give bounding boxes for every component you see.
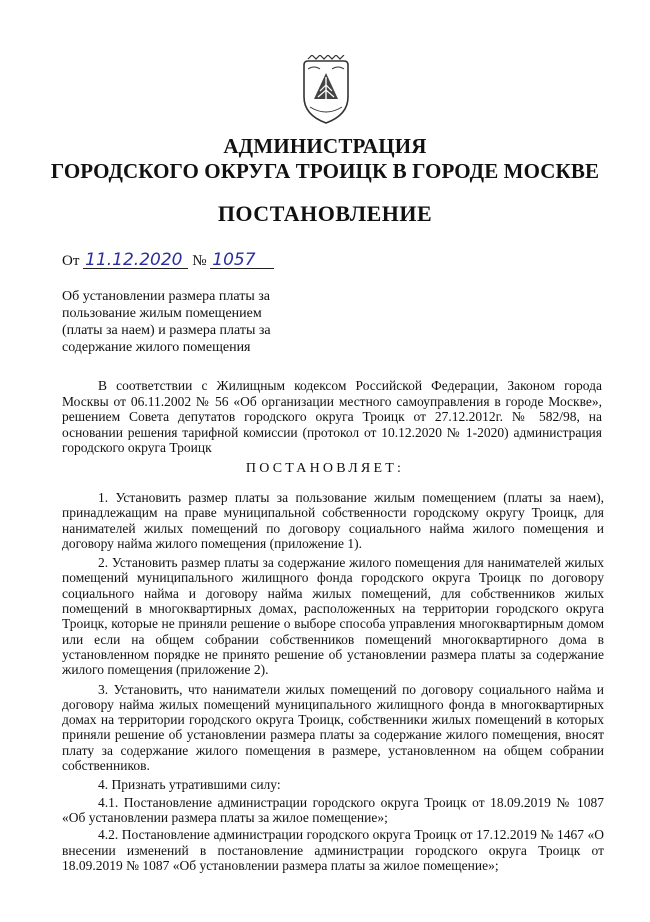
clause-2: 2. Установить размер платы за содержание жилого помещения для нанимателей жилых помещений муниципального жилищного фонда городского округа Троицк по договору социального найма и договору найма жилых помещений, для собственников жилых помещений в многоквартирных домах, расположенных на территории городского округа Троицк, которые не приняли решение о выборе способа управления многоквартирным домом или если на общем собрании собственников помещений многоквартирного дома в установленном порядке не принято решение об установлении размера платы за содержание жилого помещения (приложение 2). xyxy=(62,555,604,678)
clause-4: 4. Признать утратившими силу: xyxy=(98,777,281,793)
resolves-heading: ПОСТАНОВЛЯЕТ: xyxy=(245,461,405,476)
organization-title-line2: ГОРОДСКОГО ОКРУГА ТРОИЦК В ГОРОДЕ МОСКВЕ xyxy=(50,159,600,183)
number-label: № xyxy=(192,253,207,269)
document-type-title: ПОСТАНОВЛЕНИЕ xyxy=(217,201,433,226)
document-subject: Об установлении размера платы за пользование жилым помещением (платы за наем) и размера платы за содержание жилого помещения xyxy=(62,289,271,355)
handwritten-number: 1057 xyxy=(210,252,274,269)
document-body xyxy=(62,490,604,877)
clause-3: 3. Установить, что наниматели жилых помещений по договору социального найма и договору найма жилых помещений муниципального жилищного фонда в многоквартирных домах на территории городского округа Троицк, собственники жилых помещений в которых приняли решение об установлении размера платы за содержание жилого помещения, вносят плату за содержание жилого помещения в размере, установленном на общем собрании собственников. xyxy=(62,681,604,774)
coat-of-arms-icon xyxy=(298,55,354,127)
preamble-paragraph: В соответствии с Жилищным кодексом Российской Федерации, Законом города Москвы от 06.11.2002 № 56 «Об организации местного самоуправления в городе Москве», решением Совета депутатов городского округа Троицк от 27.12.2012г. № 582/98, на основании решения тарифной комиссии (протокол от 10.12.2020 № 1-2020) администрация городского округа Троицк xyxy=(62,378,602,455)
clause-1: 1. Установить размер платы за пользование жилым помещением (платы за наем), принадлежащим на праве муниципальной собственности городскому округу Троицк, для нанимателей жилых помещений по договору социального найма жилого помещения и договору найма жилого помещения (приложение 1). xyxy=(62,490,604,551)
date-number-line xyxy=(62,252,274,270)
clause-4-2: 4.2. Постановление администрации городского округа Троицк от 17.12.2019 № 1467 «О внесении изменений в постановление администрации городского округа Троицк от 18.09.2019 № 1087 «Об установлении размера платы за жилое помещение»; xyxy=(62,827,604,873)
date-from-label: От xyxy=(62,253,80,269)
handwritten-date: 11.12.2020 xyxy=(83,252,188,269)
clause-4-1: 4.1. Постановление администрации городского округа Троицк от 18.09.2019 № 1087 «Об установлении размера платы за жилое помещение»; xyxy=(62,794,604,825)
organization-title-line1: АДМИНИСТРАЦИЯ xyxy=(223,134,427,158)
